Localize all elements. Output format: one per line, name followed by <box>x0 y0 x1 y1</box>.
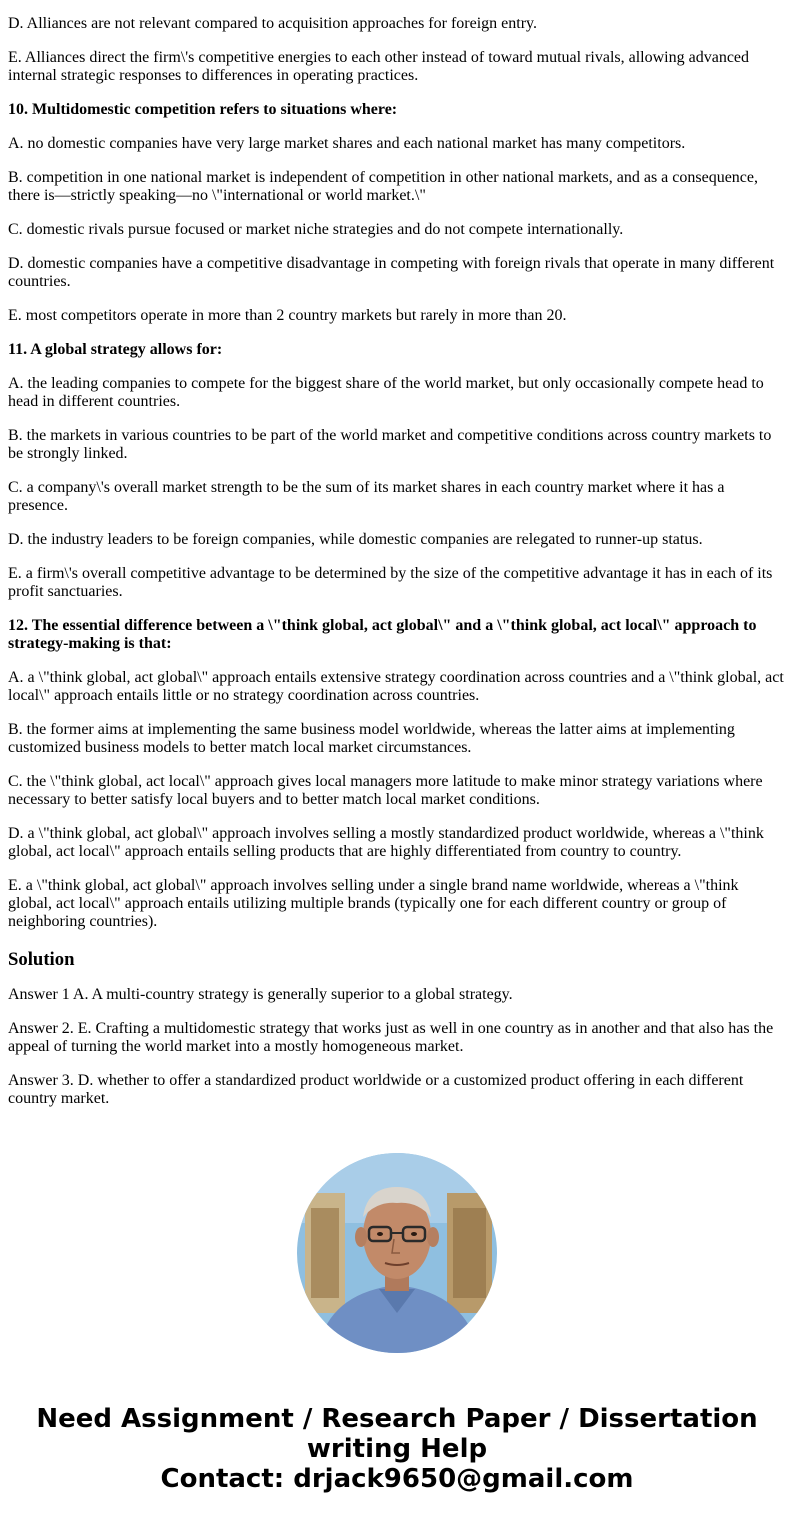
contact-banner <box>0 1404 794 1494</box>
q10-option-a: A. no domestic companies have very large market shares and each national market has many competitors. <box>8 135 686 152</box>
q12-option-b: B. the former aims at implementing the same business model worldwide, whereas the latter aims at implementing customized business models to better match local market circumstances. <box>8 721 735 756</box>
q12-option-c: C. the \"think global, act local\" approach gives local managers more latitude to make minor strategy variations where necessary to better satisfy local buyers and to better match local market conditions. <box>8 773 763 808</box>
q11-option-c: C. a company\'s overall market strength to be the sum of its market shares in each country market where it has a presence. <box>8 479 725 514</box>
cta-line-1: Need Assignment / Research Paper / Dissertation <box>36 1404 758 1434</box>
q10-option-e: E. most competitors operate in more than 2 country markets but rarely in more than 20. <box>8 307 567 324</box>
q10-option-c: C. domestic rivals pursue focused or market niche strategies and do not compete internationally. <box>8 221 624 238</box>
q10-option-d: D. domestic companies have a competitive disadvantage in competing with foreign rivals that operate in many different countries. <box>8 255 775 290</box>
answer-1: Answer 1 A. A multi-country strategy is generally superior to a global strategy. <box>8 986 513 1003</box>
q12-question: 12. The essential difference between a \"think global, act global\" and a \"think global, act local\" approach to strategy-making is that: <box>8 617 757 652</box>
document-body <box>8 15 786 1124</box>
cta-contact-email[interactable]: Contact: drjack9650@gmail.com <box>160 1464 634 1494</box>
q11-option-e: E. a firm\'s overall competitive advantage to be determined by the size of the competitive advantage it has in each of its profit sanctuaries. <box>8 565 773 600</box>
q9-option-e: E. Alliances direct the firm\'s competitive energies to each other instead of toward mutual rivals, allowing advanced internal strategic responses to differences in operating practices. <box>8 49 750 84</box>
q11-option-a: A. the leading companies to compete for the biggest share of the world market, but only occasionally compete head to head in different countries. <box>8 375 764 410</box>
author-photo <box>297 1153 497 1353</box>
q12-option-d: D. a \"think global, act global\" approach involves selling a mostly standardized product worldwide, whereas a \"think global, act local\" approach entails selling products that are highly differentiated from country to country. <box>8 825 764 860</box>
q10-question: 10. Multidomestic competition refers to situations where: <box>8 101 398 118</box>
answer-3: Answer 3. D. whether to offer a standardized product worldwide or a customized product offering in each different country market. <box>8 1072 744 1107</box>
author-avatar <box>297 1153 497 1353</box>
q10-option-b: B. competition in one national market is independent of competition in other national markets, and as a consequence, there is—strictly speaking—no \"international or world market.\" <box>8 169 759 204</box>
q9-option-d: D. Alliances are not relevant compared to acquisition approaches for foreign entry. <box>8 15 537 32</box>
answer-2: Answer 2. E. Crafting a multidomestic strategy that works just as well in one country as in another and that also has the appeal of turning the world market into a mostly homogeneous market. <box>8 1020 774 1055</box>
solution-heading: Solution <box>8 949 75 970</box>
q11-question: 11. A global strategy allows for: <box>8 341 223 358</box>
q12-option-a: A. a \"think global, act global\" approach entails extensive strategy coordination across countries and a \"think global, act local\" approach entails little or no strategy coordination across countries. <box>8 669 784 704</box>
q11-option-b: B. the markets in various countries to be part of the world market and competitive conditions across country markets to be strongly linked. <box>8 427 772 462</box>
q12-option-e: E. a \"think global, act global\" approach involves selling under a single brand name worldwide, whereas a \"think global, act local\" approach entails utilizing multiple brands (typically one for each different country or group of neighboring countries). <box>8 877 739 930</box>
cta-line-2: writing Help <box>306 1434 488 1464</box>
q11-option-d: D. the industry leaders to be foreign companies, while domestic companies are relegated to runner-up status. <box>8 531 703 548</box>
